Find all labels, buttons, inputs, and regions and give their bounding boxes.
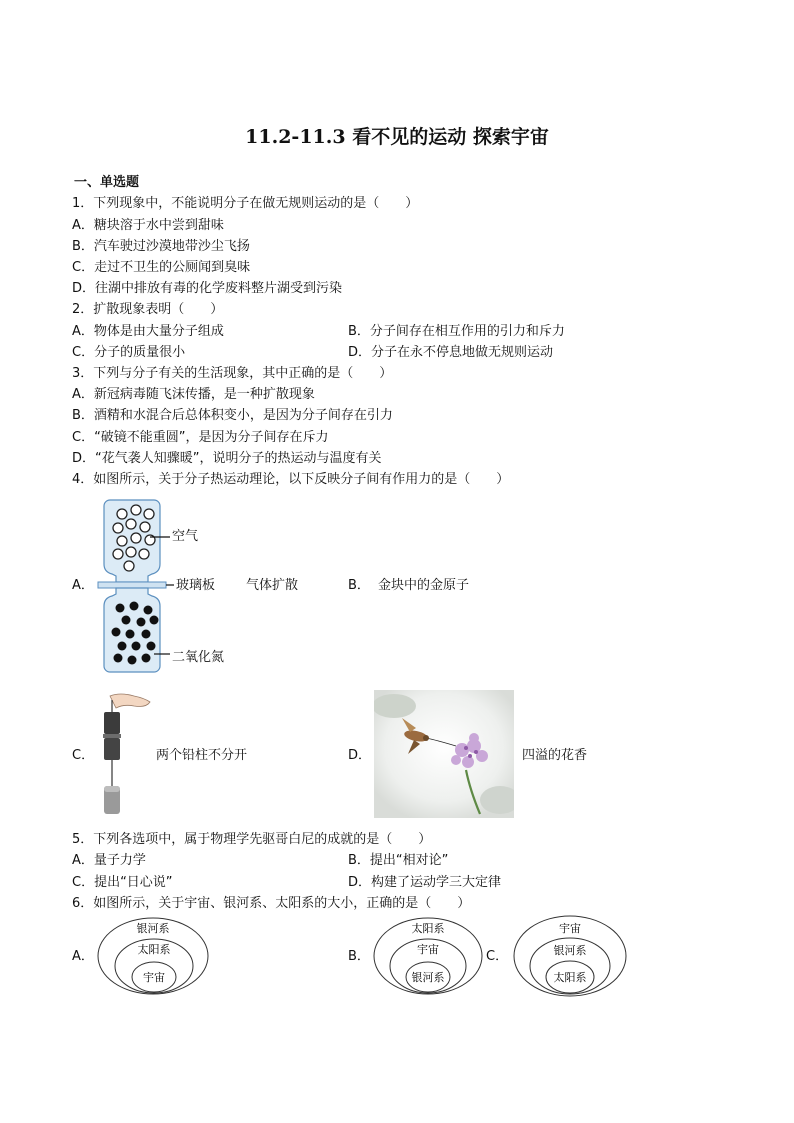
question-2-option-b: B．分子间存在相互作用的引力和斥力 [348,324,565,339]
question-6-stem: 6．如图所示，关于宇宙、银河系、太阳系的大小，正确的是（ ） [72,896,471,911]
question-2-option-a: A．物体是由大量分子组成 [72,324,224,339]
lead-cylinders-figure [96,690,152,820]
question-5-option-b: B．提出“相对论” [348,853,449,868]
question-6-option-a-letter: A． [72,949,94,964]
question-4-stem: 4．如图所示，关于分子热运动理论，以下反映分子间有作用力的是（ ） [72,472,510,487]
flower-moth-figure [374,690,514,818]
question-4-option-c-caption: 两个铅柱不分开 [156,748,248,763]
air-label: 空气 [172,529,199,544]
glass-plate-label: 玻璃板 [176,578,216,593]
question-5-option-a: A．量子力学 [72,853,146,868]
nested-circles-b [372,916,484,998]
question-4-option-b-caption: 金块中的金原子 [378,578,470,593]
question-6-option-c-letter: C． [486,949,509,964]
question-6-option-b-letter: B． [348,949,370,964]
question-2-option-c: C．分子的质量很小 [72,345,186,360]
question-1-stem: 1．下列现象中，不能说明分子在做无规则运动的是（ ） [72,196,419,211]
question-4-option-c-letter: C． [72,748,95,763]
question-3-option-b: B．酒精和水混合后总体积变小，是因为分子间存在引力 [72,408,393,423]
section-heading: 一、单选题 [74,175,140,190]
ring-inner-label: 银河系 [411,971,445,984]
document-title: 11.2-11.3 看不见的运动 探索宇宙 [245,126,549,148]
question-1-option-b: B．汽车驶过沙漠地带沙尘飞扬 [72,239,250,254]
question-5-option-d: D．构建了运动学三大定律 [348,875,502,890]
question-4-option-a-letter: A． [72,578,94,593]
question-2-option-d: D．分子在永不停息地做无规则运动 [348,345,554,360]
question-3-option-c: C．“破镜不能重圆”，是因为分子间存在斥力 [72,430,329,445]
question-1-option-a: A．糖块溶于水中尝到甜味 [72,218,224,233]
no2-label: 二氧化氮 [172,650,225,665]
question-3-option-a: A．新冠病毒随飞沫传播，是一种扩散现象 [72,387,315,402]
question-1-option-c: C．走过不卫生的公厕闻到臭味 [72,260,251,275]
question-4-option-d-caption: 四溢的花香 [522,748,588,763]
question-2-stem: 2．扩散现象表明（ ） [72,302,224,317]
ring-outer-label: 银河系 [136,922,170,935]
ring-middle-label: 银河系 [553,944,587,957]
ring-middle-label: 宇宙 [417,943,439,956]
question-4-option-a-caption: 气体扩散 [246,578,299,593]
ring-inner-label: 宇宙 [143,971,165,984]
question-4-option-d-letter: D． [348,748,372,763]
ring-outer-label: 宇宙 [559,922,581,935]
question-5-option-c: C．提出“日心说” [72,875,173,890]
nested-circles-c [512,914,628,998]
question-3-stem: 3．下列与分子有关的生活现象，其中正确的是（ ） [72,366,393,381]
ring-middle-label: 太阳系 [137,943,171,956]
question-5-stem: 5．下列各选项中，属于物理学先驱哥白尼的成就的是（ ） [72,832,432,847]
question-3-option-d: D．“花气袭人知骤暖”，说明分子的热运动与温度有关 [72,451,382,466]
ring-inner-label: 太阳系 [553,971,587,984]
nested-circles-a [96,916,210,998]
ring-outer-label: 太阳系 [411,922,445,935]
question-1-option-d: D．往湖中排放有毒的化学废料整片湖受到污染 [72,281,343,296]
question-4-option-b-letter: B． [348,578,370,593]
